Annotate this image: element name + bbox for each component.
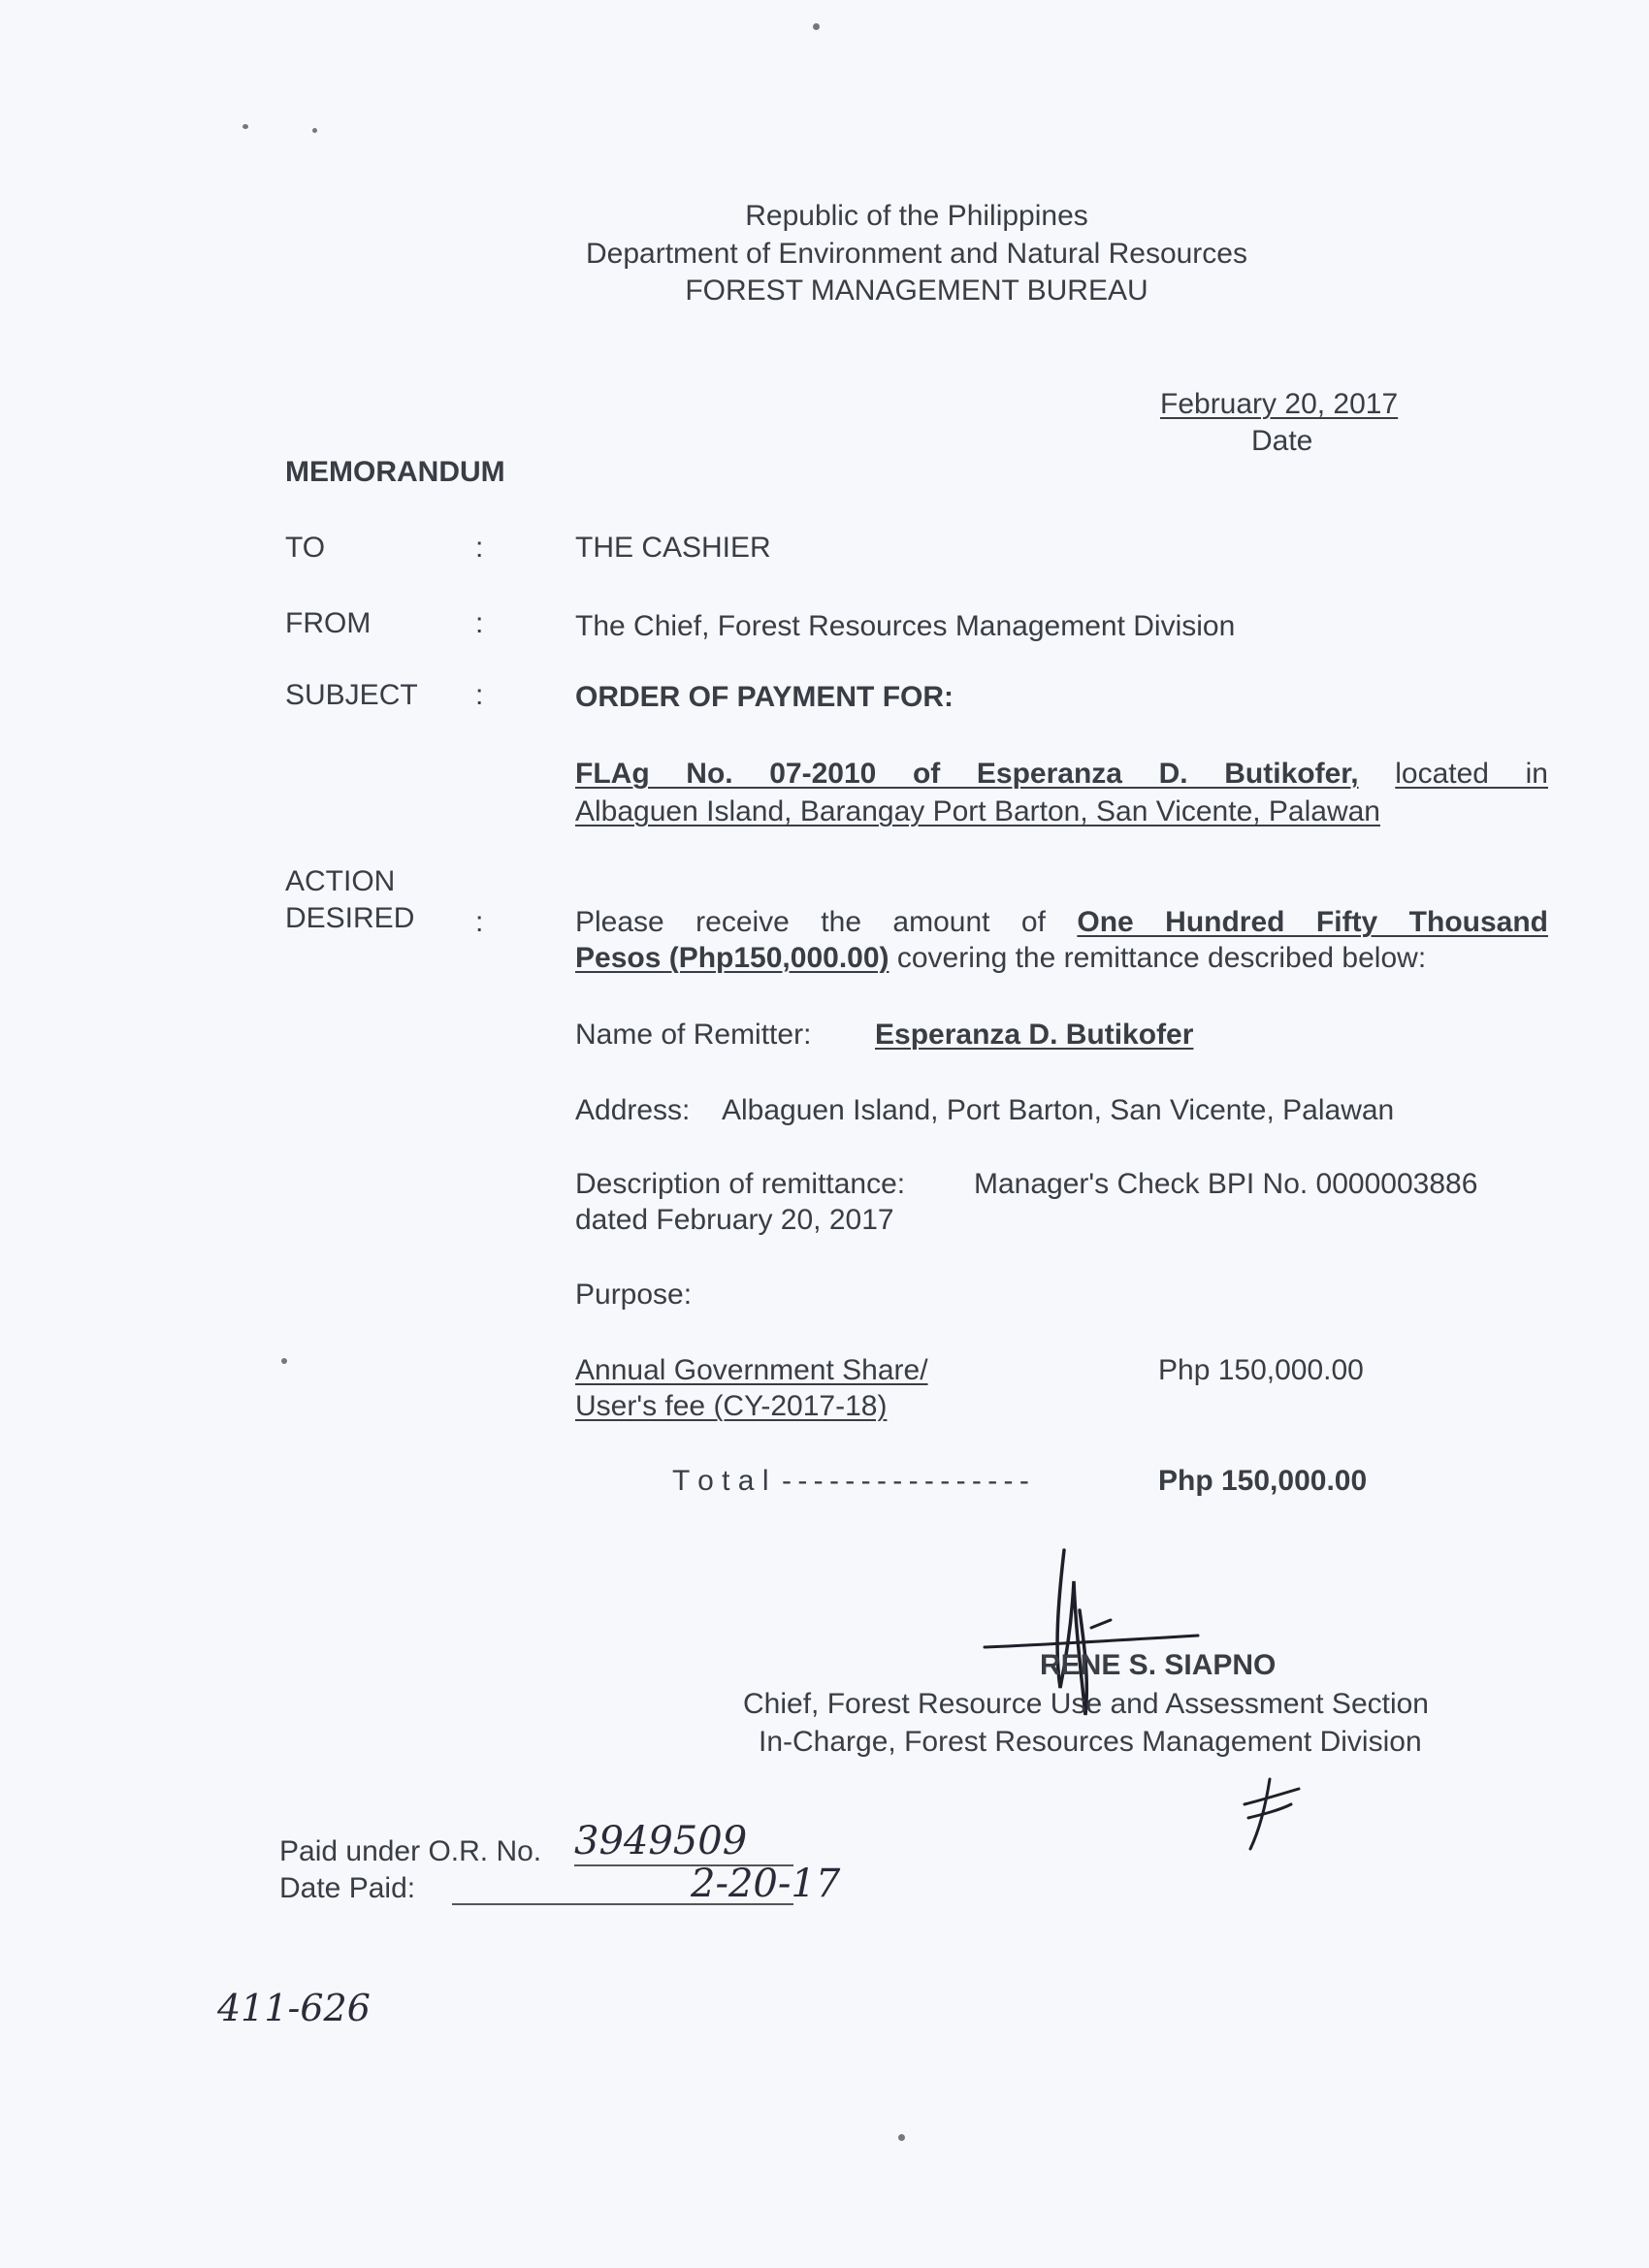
amount-in-words: One Hundred Fifty Thousand (1077, 906, 1548, 938)
description-check: Manager's Check BPI No. 0000003886 (974, 1168, 1478, 1200)
action-colon: : (475, 906, 484, 938)
date-label: Date (1251, 425, 1313, 457)
file-note: 411-626 (217, 1987, 371, 2029)
subject-location: Albaguen Island, Barangay Port Barton, San Vicente, Palawan (575, 795, 1380, 827)
action-covering-text: covering the remittance described below: (896, 942, 1427, 974)
to-value: THE CASHIER (575, 532, 771, 564)
scan-speck (281, 1358, 287, 1364)
subject-heading: ORDER OF PAYMENT FOR: (575, 681, 954, 713)
action-label-2: DESIRED (285, 902, 415, 934)
total-label: T o t a l (672, 1465, 769, 1497)
action-please-receive: Please receive the amount of (575, 906, 1046, 938)
subject-flag-ref: FLAg No. 07-2010 of Esperanza D. Butikofer, (575, 758, 1359, 790)
to-colon: : (475, 532, 484, 564)
action-line-2 (575, 940, 1426, 977)
remitter-label: Name of Remitter: (575, 1019, 812, 1051)
header-bureau: FOREST MANAGEMENT BUREAU (685, 275, 1148, 307)
header-department: Department of Environment and Natural Resources (585, 238, 1247, 270)
subject-located-in: located in (1395, 758, 1548, 790)
scan-speck (312, 128, 317, 133)
subject-line-1 (575, 756, 1548, 793)
date-paid-label: Date Paid: (279, 1872, 416, 1904)
subject-colon: : (475, 679, 484, 711)
purpose-item-amount: Php 150,000.00 (1158, 1354, 1364, 1386)
action-line-1 (575, 904, 1548, 941)
from-label: FROM (285, 607, 372, 639)
address-value: Albaguen Island, Port Barton, San Vicente, Palawan (722, 1094, 1395, 1126)
address-label: Address: (575, 1094, 691, 1126)
scan-speck (898, 2134, 905, 2141)
subject-label: SUBJECT (285, 679, 418, 711)
to-label: TO (285, 532, 326, 564)
purpose-item-line-2: User's fee (CY-2017-18) (575, 1390, 888, 1422)
from-colon: : (475, 607, 484, 639)
purpose-label: Purpose: (575, 1279, 693, 1311)
signatory-name: RENE S. SIAPNO (1040, 1649, 1277, 1681)
amount-in-figures: Pesos (Php150,000.00) (575, 942, 889, 974)
action-label-1: ACTION (285, 865, 396, 897)
signatory-title-1: Chief, Forest Resource Use and Assessment Section (743, 1688, 1429, 1720)
description-label: Description of remittance: (575, 1168, 906, 1200)
memo-title: MEMORANDUM (285, 456, 505, 488)
scan-speck (242, 124, 248, 129)
total-amount: Php 150,000.00 (1158, 1465, 1368, 1497)
or-number-label: Paid under O.R. No. (279, 1835, 542, 1867)
scan-speck (813, 23, 820, 30)
remitter-name: Esperanza D. Butikofer (875, 1019, 1194, 1051)
signatory-title-2: In-Charge, Forest Resources Management Division (759, 1726, 1422, 1758)
initials-icon (1237, 1775, 1305, 1853)
total-dashes: - - - - - - - - - - - - - - - - (782, 1465, 1028, 1497)
from-value: The Chief, Forest Resources Management Division (575, 610, 1236, 642)
date-paid-value: 2-20-17 (691, 1862, 841, 1906)
header-republic: Republic of the Philippines (745, 200, 1088, 232)
description-dated: dated February 20, 2017 (575, 1204, 894, 1236)
or-number-value: 3949509 (574, 1819, 748, 1863)
purpose-item-line-1: Annual Government Share/ (575, 1354, 928, 1386)
memo-date: February 20, 2017 (1160, 388, 1399, 420)
